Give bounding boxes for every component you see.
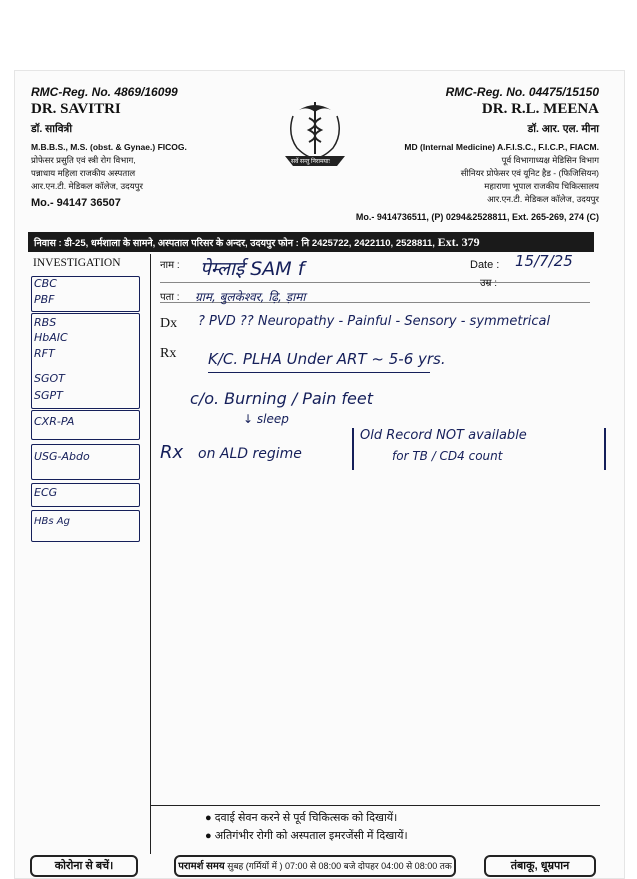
right-doctor-name-hindi: डॉ. आर. एल. मीना — [527, 123, 599, 135]
left-line-3: आर.एन.टी. मेडिकल कॉलेज, उदयपुर — [31, 181, 143, 191]
footer-right-box: तंबाकू, धूम्रपान — [484, 855, 596, 877]
complaint-text: c/o. Burning / Pain feet — [190, 389, 374, 408]
right-line-1: पूर्व विभागाध्यक्ष मेडिसिन विभाग — [501, 155, 599, 165]
investigation-item: RBS — [34, 316, 57, 329]
investigation-item: SGOT — [34, 372, 65, 385]
residence-text: निवास : डी-25, धर्मशाला के सामने, अस्पताल परिसर के अन्दर, उदयपुर फोन : नि 2425722, 2422110, 2528811, — [34, 238, 435, 249]
name-label: नाम : — [160, 260, 180, 271]
right-line-4: आर.एन.टी. मेडिकल कॉलेज, उदयपुर — [487, 194, 599, 204]
right-qualification: MD (Internal Medicine) A.F.I.S.C., F.I.C.P., FIACM. — [404, 142, 599, 152]
patient-address: ग्राम, बुलकेश्वर, ढ़ि, ड़ामा — [195, 290, 306, 304]
investigation-item: RFT — [34, 347, 55, 360]
right-contact: Mo.- 9414736511, (P) 0294&2528811, Ext. 265-269, 274 (C) — [355, 212, 599, 222]
bracket-line-2: for TB / CD4 count — [392, 449, 503, 463]
date-label: Date : — [470, 259, 500, 271]
address-label: पता : — [160, 292, 180, 303]
investigation-item: PBF — [34, 293, 55, 306]
footer-center-box — [174, 855, 456, 877]
left-reg-number: RMC-Reg. No. 4869/16099 — [31, 85, 178, 99]
right-reg-number: RMC-Reg. No. 04475/15150 — [445, 85, 599, 99]
known-case-text: K/C. PLHA Under ART ~ 5-6 yrs. — [208, 350, 446, 368]
diagnosis-text: ? PVD ?? Neuropathy - Painful - Sensory - symmetrical — [198, 314, 551, 329]
left-line-1: प्रोफेसर प्रसुति एवं स्त्री रोग विभाग, — [31, 155, 136, 165]
dx-mark: Dx — [160, 316, 178, 331]
note-1: ● दवाई सेवन करने से पूर्व चिकित्सक को दिखायें। — [205, 812, 398, 824]
residence-band — [28, 232, 594, 252]
note-2: ● अतिगंभीर रोगी को अस्पताल इमरजेंसी में दिखायें। — [205, 830, 408, 842]
emblem-motto: सर्वे सन्तु निरामयाः — [291, 159, 330, 165]
investigation-item: CBC — [34, 277, 57, 290]
investigation-item: HbAIC — [34, 331, 68, 344]
underline — [208, 372, 430, 373]
right-doctor-name: DR. R.L. MEENA — [481, 101, 599, 117]
investigation-item: CXR-PA — [34, 415, 75, 428]
left-line-2: पन्नाधाय महिला राजकीय अस्पताल — [31, 168, 136, 178]
consult-time-text: सुबह (गर्मियों में ) 07:00 से 08:00 बजे दोपहर 04:00 से 08:00 तक — [227, 861, 452, 871]
regime-text: on ALD regime — [198, 446, 302, 462]
notes-divider — [150, 805, 600, 806]
investigation-item: HBs Ag — [34, 516, 70, 527]
sleep-text: ↓ sleep — [243, 412, 289, 426]
prescription-date: 15/7/25 — [515, 252, 573, 270]
footer-left-box: कोरोना से बचें। — [30, 855, 138, 877]
investigation-item: USG-Abdo — [34, 450, 90, 463]
investigation-label: INVESTIGATION — [33, 257, 121, 269]
left-doctor-name-hindi: डॉ. सावित्री — [31, 123, 73, 135]
rx-mark: Rx — [160, 346, 177, 361]
right-line-2: सीनियर प्रोफेसर एवं यूनिट हैड - (फिजिसियन) — [460, 168, 599, 178]
residence-ext: Ext. 379 — [437, 235, 480, 249]
age-label: उम्र : — [480, 278, 498, 289]
consult-time-title: परामर्श समय — [178, 861, 225, 872]
column-divider — [150, 254, 151, 854]
left-mobile: Mo.- 94147 36507 — [31, 197, 121, 209]
left-qualification: M.B.B.S., M.S. (obst. & Gynae.) FICOG. — [31, 142, 187, 152]
patient-name: पेम्लाई SAM f — [200, 258, 305, 280]
investigation-item: ECG — [34, 486, 58, 499]
right-line-3: महाराणा भूपाल राजकीय चिकित्सालय — [484, 181, 599, 191]
investigation-item: SGPT — [34, 389, 63, 402]
bracket-line-1: Old Record NOT available — [360, 428, 527, 443]
name-rule — [160, 282, 590, 283]
left-doctor-name: DR. SAVITRI — [31, 101, 121, 117]
regime-rx-mark: Rx — [160, 442, 184, 463]
